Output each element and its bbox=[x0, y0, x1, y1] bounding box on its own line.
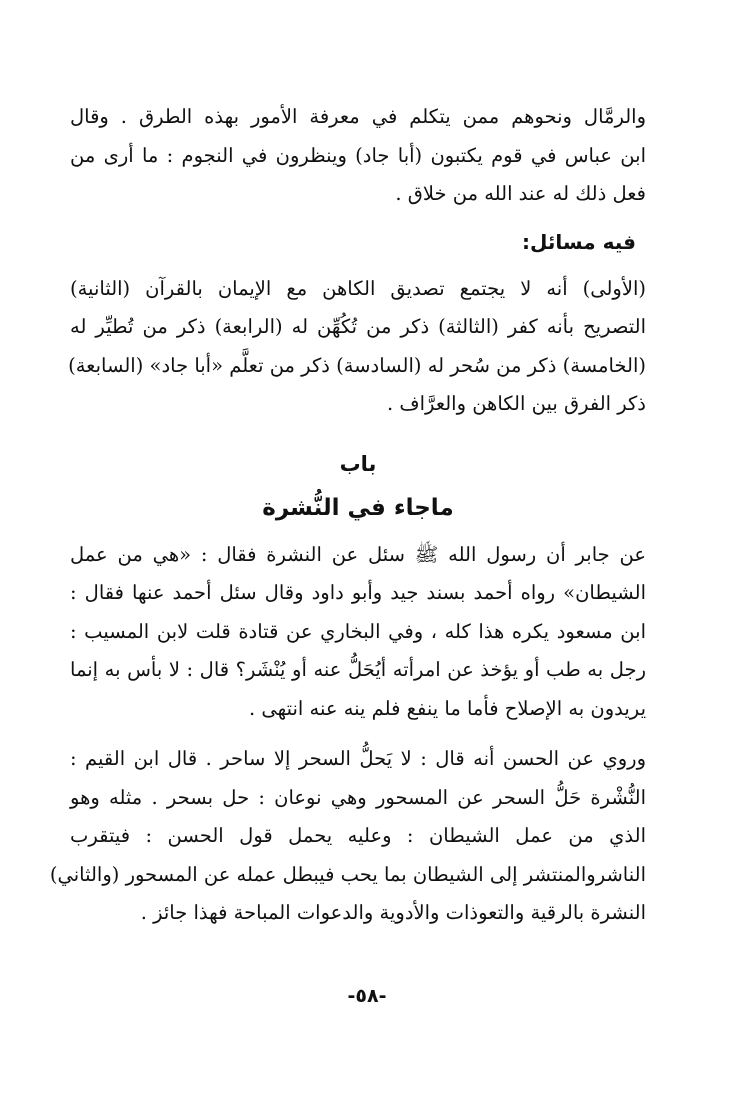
text-line: ابن عباس في قوم يكتبون (أبا جاد) وينظرون في النجوم : ما أرى من bbox=[70, 143, 646, 167]
text-line: الناشروالمنتشر إلى الشيطان بما يحب فيبطل عمله عن المسحور (والثاني) bbox=[49, 862, 646, 886]
chapter-label: باب bbox=[339, 451, 377, 476]
text-line: ذكر الفرق بين الكاهن والعرَّاف . bbox=[387, 392, 646, 415]
text-line: رجل به طب أو يؤخذ عن امرأته أيُحَلُّ عنه أو يُنْشَر؟ قال : لا بأس به إنما bbox=[70, 658, 646, 681]
text-line: الذي من عمل الشيطان : وعليه يحمل قول الحسن : فيتقرب bbox=[70, 824, 646, 847]
text-line: (الخامسة) ذكر من سُحر له (السادسة) ذكر من تعلَّم «أبا جاد» (السابعة) bbox=[68, 353, 646, 377]
text-line: (الأولى) أنه لا يجتمع تصديق الكاهن مع الإيمان بالقرآن (الثانية) bbox=[70, 276, 646, 300]
text-line: الشيطان» رواه أحمد بسند جيد وأبو داود وقال سئل أحمد عنها فقال : bbox=[70, 581, 646, 604]
text-line: يريدون به الإصلاح فأما ما ينفع فلم ينه عنه انتهى . bbox=[248, 696, 646, 720]
paragraph-2 bbox=[70, 536, 646, 729]
page-body bbox=[49, 98, 646, 933]
text-line: النُّشْرة حَلُّ السحر عن المسحور وهي نوعان : حل بسحر . مثله وهو bbox=[70, 785, 646, 809]
paragraph-gap bbox=[70, 728, 646, 740]
text-line: ابن مسعود يكره هذا كله ، وفي البخاري عن قتادة قلت لابن المسيب : bbox=[70, 619, 646, 643]
issues-heading: فيه مسائل: bbox=[522, 229, 636, 254]
text-line: وروي عن الحسن أنه قال : لا يَحلُّ السحر إلا ساحر . قال ابن القيم : bbox=[70, 747, 646, 770]
paragraph-3 bbox=[49, 740, 646, 933]
paragraph-1 bbox=[70, 98, 646, 214]
chapter-title: ماجاء في النُّشرة bbox=[262, 494, 454, 521]
text-line: والرمَّال ونحوهم ممن يتكلم في معرفة الأمور بهذه الطرق . وقال bbox=[70, 105, 646, 128]
text-line: فعل ذلك له عند الله من خلاق . bbox=[395, 182, 646, 205]
text-line: عن جابر أن رسول الله ﷺ سئل عن النشرة فقال : «هي من عمل bbox=[70, 542, 646, 566]
text-line: النشرة بالرقية والتعوذات والأدوية والدعوات المباحة فهذا جائز . bbox=[140, 901, 646, 924]
page-number: -٥٨- bbox=[347, 985, 387, 1007]
issues-paragraph bbox=[70, 270, 646, 424]
text-line: التصريح بأنه كفر (الثالثة) ذكر من تُكُهِّن له (الرابعة) ذكر من تُطيِّر له bbox=[70, 315, 646, 338]
